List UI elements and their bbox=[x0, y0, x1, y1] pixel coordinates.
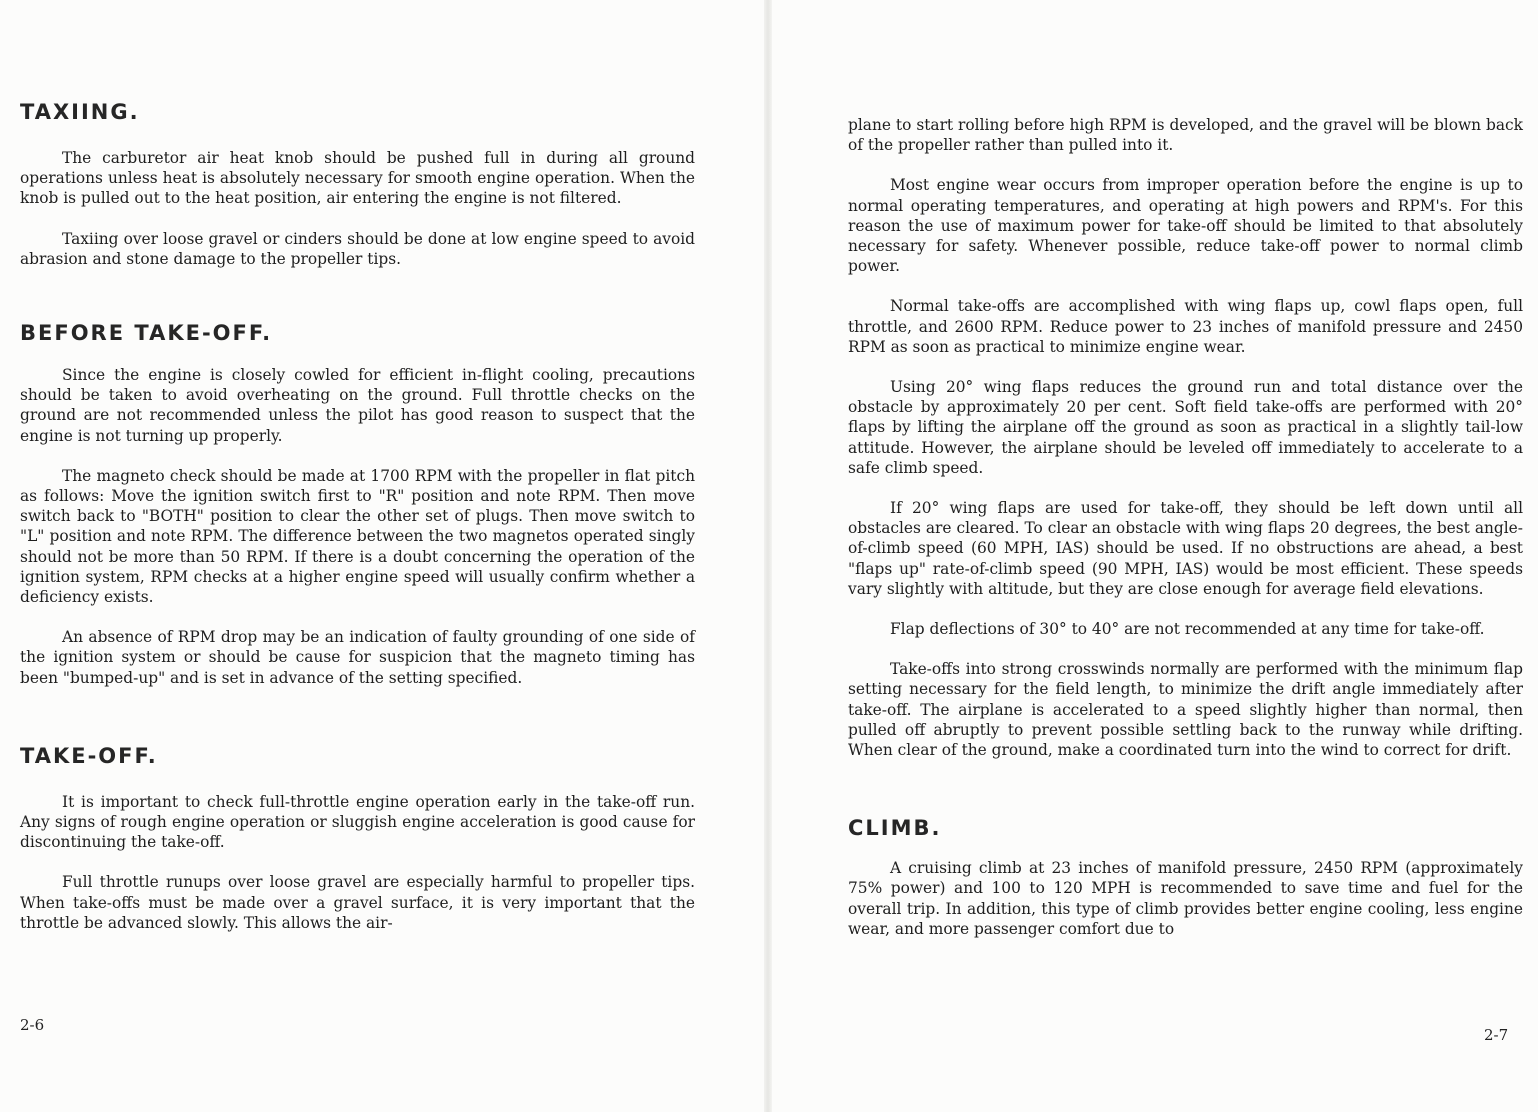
paragraph: Most engine wear occurs from improper operation before the engine is up to normal operating temperatures, and operating at high powers and RPM's. For this reason the use of maximum power for take-off should be limited to that absolutely necessary for safety. Whenever possible, reduce take-off power to normal climb power. bbox=[848, 176, 1523, 276]
page-number-left: 2-6 bbox=[20, 1016, 45, 1034]
page-number-right: 2-7 bbox=[1484, 1026, 1509, 1044]
section-heading-climb: CLIMB. bbox=[848, 816, 942, 841]
paragraph: Full throttle runups over loose gravel are especially harmful to propeller tips. When take-offs must be made over a gravel surface, it is very important that the throttle be advanced slowly. This allows the air- bbox=[20, 873, 695, 932]
paragraph: It is important to check full-throttle engine operation early in the take-off run. Any signs of rough engine operation or sluggish engine acceleration is good cause for discontinuing the take-off. bbox=[20, 792, 695, 852]
section-heading-before-take-off: BEFORE TAKE-OFF. bbox=[20, 321, 273, 346]
section-heading-take-off: TAKE-OFF. bbox=[20, 743, 158, 768]
paragraph: The carburetor air heat knob should be pushed full in during all ground operations unless heat is absolutely necessary for smooth engine operation. When the knob is pulled out to the heat position, air entering the engine is not filtered. bbox=[20, 149, 695, 208]
right-page-content bbox=[848, 115, 1523, 939]
paragraph: A cruising climb at 23 inches of manifold pressure, 2450 RPM (approximately 75% power) and 100 to 120 MPH is recommended to save time and fuel for the overall trip. In addition, this type of climb provides better engine cooling, less engine wear, and more passenger comfort due to bbox=[848, 859, 1523, 938]
paragraph: An absence of RPM drop may be an indication of faulty grounding of one side of the ignition system or should be cause for suspicion that the magneto timing has been "bumped-up" and is set in advance of the setting specified. bbox=[20, 628, 695, 687]
book-spine bbox=[764, 0, 772, 1112]
paragraph: Normal take-offs are accomplished with wing flaps up, cowl flaps open, full throttle, and 2600 RPM. Reduce power to 23 inches of manifold pressure and 2450 RPM as soon as practical to minimize engine wear. bbox=[848, 297, 1523, 356]
paragraph: The magneto check should be made at 1700 RPM with the propeller in flat pitch as follows: Move the ignition switch first to "R" position and note RPM. Then move switch back to "BOTH" position to clear the other set of plugs. Then move switch to "L" position and note RPM. The difference between the two magnetos operated singly should not be more than 50 RPM. If there is a doubt concerning the operation of the ignition system, RPM checks at a higher engine speed will usually confirm whether a deficiency exists. bbox=[20, 466, 695, 607]
paragraph: If 20° wing flaps are used for take-off, they should be left down until all obstacles are cleared. To clear an obstacle with wing flaps 20 degrees, the best angle-of-climb speed (60 MPH, IAS) should be used. If no obstructions are ahead, a best "flaps up" rate-of-climb speed (90 MPH, IAS) would be most efficient. These speeds vary slightly with altitude, but they are close enough for average field elevations. bbox=[848, 499, 1523, 598]
continued-paragraph: plane to start rolling before high RPM is developed, and the gravel will be blown back of the propeller rather than pulled into it. bbox=[848, 116, 1523, 155]
paragraph: Using 20° wing flaps reduces the ground run and total distance over the obstacle by approximately 20 per cent. Soft field take-offs are performed with 20° flaps by lifting the airplane off the ground as soon as practical in a slightly tail-low attitude. However, the airplane should be leveled off immediately to accelerate to a safe climb speed. bbox=[848, 378, 1523, 477]
paragraph: Flap deflections of 30° to 40° are not recommended at any time for take-off. bbox=[890, 620, 1485, 639]
paragraph: Take-offs into strong crosswinds normally are performed with the minimum flap setting necessary for the field length, to minimize the drift angle immediately after take-off. The airplane is accelerated to a speed slightly higher than normal, then pulled off abruptly to prevent possible settling back to the runway while drifting. When clear of the ground, make a coordinated turn into the wind to correct for drift. bbox=[848, 660, 1523, 760]
paragraph: Since the engine is closely cowled for efficient in-flight cooling, precautions should be taken to avoid overheating on the ground. Full throttle checks on the ground are not recommended unless the pilot has good reason to suspect that the engine is not turning up properly. bbox=[20, 366, 695, 445]
section-heading-taxiing: TAXIING. bbox=[20, 100, 140, 124]
paragraph: Taxiing over loose gravel or cinders should be done at low engine speed to avoid abrasion and stone damage to the propeller tips. bbox=[20, 229, 695, 268]
left-page-content bbox=[20, 100, 695, 933]
